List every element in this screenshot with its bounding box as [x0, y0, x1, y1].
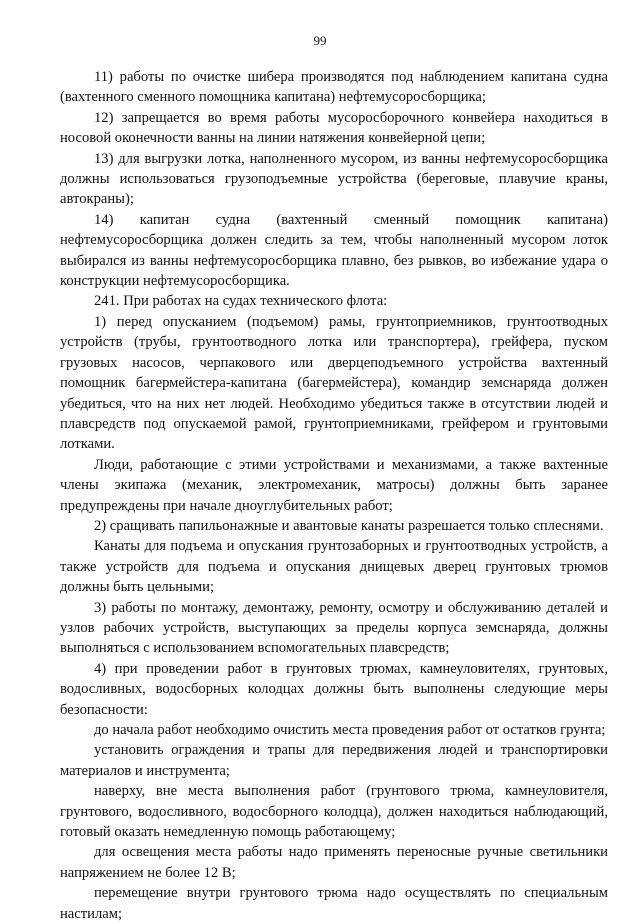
paragraph-1-before-lowering: 1) перед опусканием (подъемом) рамы, грунтоприемников, грунтоотводных устройств (трубы, грунтоотводного лотка или транспортера), грейфера, пуском грузовых насосов, черпакового или дверцеподъемного устройства вахтенный помощник багермейстера-капитана (багермейстера), командир земснаряда должен убедиться, что на них нет людей. Необходимо убедиться также в отсутствии людей и плавсредств под опускаемой рамой, грунтоприемниками, грейфером и грунтовыми лотками. — [60, 313, 608, 453]
list-item-clean-soil: до начала работ необходимо очистить места проведения работ от остатков грунта; — [94, 722, 606, 738]
document-body — [60, 67, 608, 924]
list-item-fences-ladders: установить ограждения и трапы для передвижения людей и транспортировки материалов и инструмента; — [60, 742, 608, 779]
paragraph-14-captain-supervision: 14) капитан судна (вахтенный сменный помощник капитана) нефтемусоросборщика должен следить за тем, чтобы наполненный мусором лоток выбирался из ванны нефтемусоросборщика плавно, без рывков, во избежание удара о конструкции нефтемусоросборщика. — [60, 211, 608, 290]
paragraph-2-rope-splicing: 2) сращивать папильонажные и авантовые канаты разрешается только сплеснями. — [94, 517, 604, 534]
list-item-observer: наверху, вне места выполнения работ (грунтового трюма, камнеуловителя, грунтового, водосливного, водосборного колодца), должен находиться наблюдающий, готовый оказать немедленную помощь работающему; — [60, 783, 608, 841]
paragraph-11-shiber-cleaning: 11) работы по очистке шибера производятся под наблюдением капитана судна (вахтенного сменного помощника капитана) нефтемусоросборщика; — [60, 69, 608, 106]
list-item-movement-decking: перемещение внутри грунтового трюма надо осуществлять по специальным настилам; — [60, 885, 608, 922]
page-number: 99 — [313, 33, 327, 48]
paragraph-workers-warning: Люди, работающие с этими устройствами и механизмами, а также вахтенные члены экипажа (механик, электромеханик, матросы) должны быть заранее предупреждены при начале дноуглубительных работ; — [60, 456, 608, 514]
paragraph-13-tray-unloading: 13) для выгрузки лотка, наполненного мусором, из ванны нефтемусоросборщика должны использоваться грузоподъемные устройства (береговые, плавучие краны, автокраны); — [60, 150, 608, 208]
paragraph-3-mounting-works: 3) работы по монтажу, демонтажу, ремонту, осмотру и обслуживанию деталей и узлов рабочих устройств, выступающих за пределы корпуса земснаряда, должны выполняться с использованием вспомогательных плавсредств; — [60, 599, 608, 657]
paragraph-ropes-solid: Канаты для подъема и опускания грунтозаборных и грунтоотводных устройств, а также устройств для подъема и опускания днищевых дверец грунтовых трюмов должны быть цельными; — [60, 538, 608, 596]
paragraph-12-conveyor-prohibition: 12) запрещается во время работы мусоросборочного конвейера находиться в носовой оконечности ванны на линии натяжения конвейерной цепи; — [60, 109, 608, 147]
section-241-heading: 241. При работах на судах технического флота: — [94, 293, 388, 310]
paragraph-4-safety-measures: 4) при проведении работ в грунтовых трюмах, камнеуловителях, грунтовых, водосливных, водосборных колодцах должны быть выполнены следующие меры безопасности: — [60, 660, 608, 718]
list-item-lighting: для освещения места работы надо применять переносные ручные светильники напряжением не более 12 В; — [60, 844, 608, 881]
